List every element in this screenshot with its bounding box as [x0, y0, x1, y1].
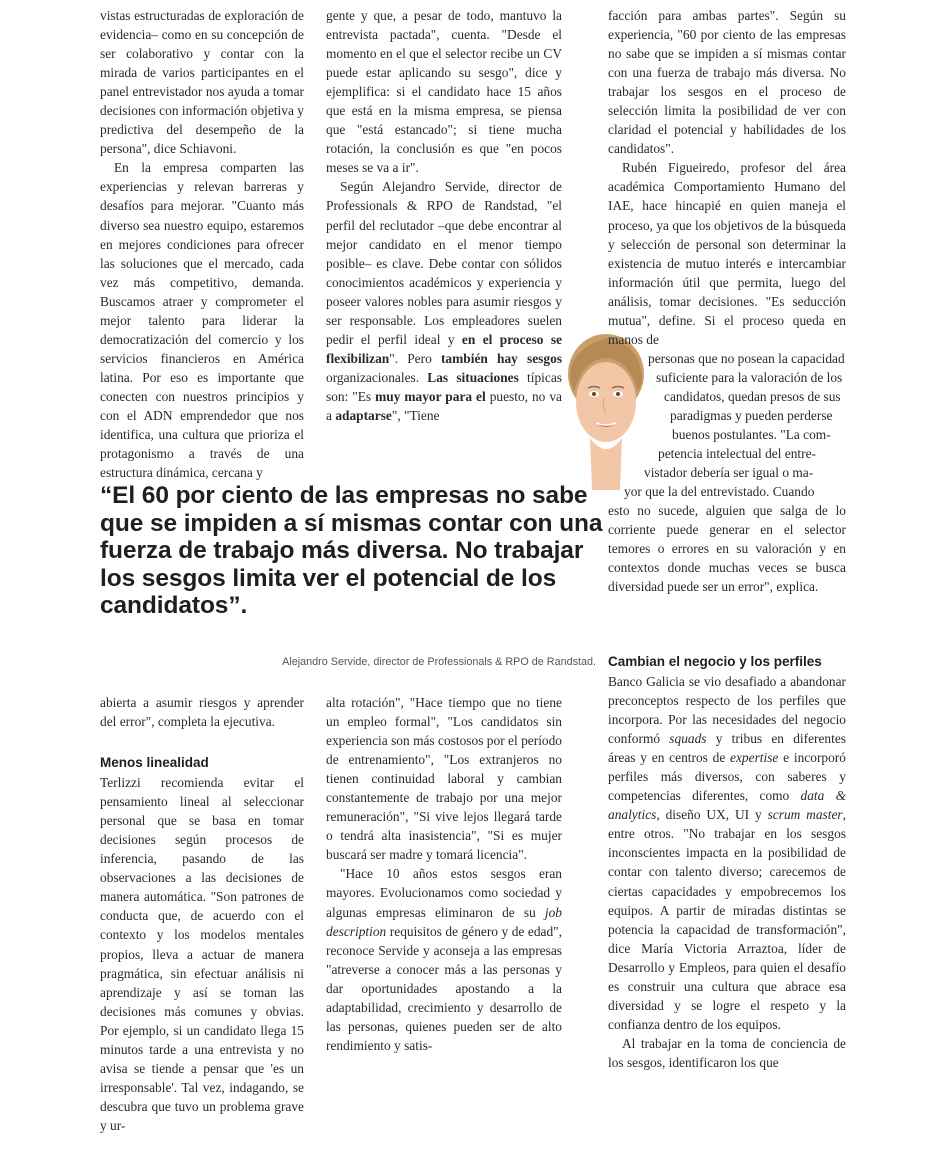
column-2-top	[326, 6, 562, 425]
text-line: personas que no posean la capacidad	[648, 350, 845, 366]
text-run: Según Alejandro Servide, director de Professionals & RPO de Randstad, "el perfil del reclutador –que debe encontrar al mejor candidato en el menor tiempo posible– es clave. Debe contar con sólidos conocimientos académicos y experiencia y poseer valores nobles para asumir riesgos y ser responsable. Los empleadores suelen pedir el perfil ideal y	[326, 179, 562, 347]
wrapped-text-around-photo	[608, 349, 846, 501]
pull-quote-attribution: Alejandro Servide, director de Professionals & RPO de Randstad.	[282, 656, 596, 668]
text-line: petencia intelectual del entre-	[658, 446, 816, 462]
paragraph: facción para ambas partes". Según su experiencia, "60 por ciento de las empresas no sabe que se impiden a sí mismas contar con una fuerza de trabajo más diversa. No trabajar los sesgos en el proceso de selección limita la posibilidad de ver con claridad el potencial y habilidades de los candidatos".	[608, 8, 846, 157]
text-run: e incorporó perfiles más diversos, con saberes y competencias diferentes, como	[608, 750, 846, 804]
paragraph	[326, 864, 562, 1054]
text-line: buenos postulantes. "La com-	[672, 427, 831, 443]
text-line: yor que la del entrevistado. Cuando	[624, 484, 815, 500]
column-3-top	[608, 6, 846, 596]
paragraph: abierta a asumir riesgos y aprender del error", completa la ejecutiva.	[100, 695, 304, 730]
paragraph	[326, 177, 562, 425]
text-run: requisitos de género y de edad", reconoce Servide y aconseja a las empresas "atreverse a conocer más a las personas y dar oportunidades apostando a la adaptabilidad, crecimiento y desarrollo de las personas, quienes pueden ser de alto rendimiento y satis-	[326, 923, 562, 1053]
paragraph	[608, 672, 846, 1034]
text-run: puesto, no va a	[326, 388, 562, 423]
text-run: ", "Tiene	[391, 407, 440, 423]
text-line: candidatos, quedan presos de sus	[664, 388, 841, 404]
text-run: organizacionales.	[326, 369, 420, 385]
paragraph: Terlizzi recomienda evitar el pensamiento lineal al seleccionar personal que se basa en tomar decisiones según procesos de inferencia, pasando de las observaciones a las decisiones de manera automática. "Son patrones de conducta que, de acuerdo con el contexto y los modelos mentales propios, lleva a actuar de manera pragmática, sin efectuar análisis ni aprendizaje y así se toman las decisiones más comunes y obvias. Por ejemplo, si un candidato llega 15 minutos tarde a una entrevista y no avisa se tiende a pensar que 'es un irresponsable'. Tal vez, indagando, se descubra que tuvo un problema grave y ur-	[100, 775, 304, 1133]
bold-text: en el proceso se flexibilizan	[326, 331, 562, 366]
paragraph: vistas estructuradas de exploración de evidencia– como en su concepción de ser colaborativo y contar con la mirada de varios participantes en el panel entrevistador nos ayuda a tomar decisiones con información objetiva y predictiva del desempeño de la persona", dice Schiavoni.	[100, 8, 304, 157]
pull-quote: “El 60 por ciento de las empresas no sabe que se impiden a sí mismas contar con una fuerza de trabajo más diversa. No trabajar los sesgos limita ver el potencial de los candidatos”.	[100, 482, 603, 619]
paragraph: Rubén Figueiredo, profesor del área académica Comportamiento Humano del IAE, hace hincapié en quien maneja el proceso, ya que los objetivos de la búsqueda y selección de personal son determinar la existencia de mutuo interés e intercambiar información útil que permita, luego del análisis, tomar decisiones. "Es seducción mutua", define. Si el proceso queda en manos de	[608, 160, 846, 347]
paragraph: En la empresa comparten las experiencias y relevan barreras y desafíos para mejorar. "Cuanto más diverso sea nuestro equipo, estaremos en mejores condiciones para ofrecer las soluciones que el mercado, cada vez más competitivo, demanda. Buscamos atraer y comprometer el mejor talento para liderar la democratización del comercio y los servicios financieros en América latina. Por eso es importante que conecten con nuestros principios y con el ADN emprendedor que nos identifica, una cultura que prioriza el protagonismo a través de una estructura dinámica, cercana y	[100, 160, 304, 481]
column-1-bottom	[100, 693, 304, 1135]
text-run: , entre otros. "No trabajar en los sesgos inconscientes impacta en la posibilidad de contar con talento diverso; carecemos de ciertas capacidades y empobrecemos los equipos. A partir de miradas distintas se potencia la capacidad de transformación", dice María Victoria Arraztoa, líder de Desarrollo y Empleos, para quien el desafío es construir una cultura que abrace esa diversidad y se logre el respeto y la confianza dentro de los equipos.	[608, 807, 846, 1032]
section-heading: Cambian el negocio y los perfiles	[608, 654, 822, 669]
text-run: "Hace 10 años estos sesgos eran mayores. Evolucionamos como sociedad y algunas empresas eliminaron de su	[326, 866, 562, 920]
text-run: , diseño UX, UI y	[656, 807, 762, 823]
text-line: paradigmas y pueden perderse	[670, 407, 833, 423]
text-run: Banco Galicia se vio desafiado a abandonar preconceptos respecto de los perfiles que incorpora. Por las necesidades del negocio conformó	[608, 674, 846, 747]
italic-text: scrum master	[767, 807, 843, 823]
italic-text: data & analytics	[608, 788, 846, 823]
column-2-bottom	[326, 693, 562, 1055]
column-1-top	[100, 6, 304, 482]
paragraph: Al trabajar en la toma de conciencia de los sesgos, identificaron los que	[608, 1035, 846, 1070]
text-run: típicas son: "Es	[326, 369, 562, 404]
text-run: ". Pero	[389, 350, 432, 366]
column-3-bottom	[608, 652, 846, 1072]
text-line: suficiente para la valoración de los	[656, 369, 843, 385]
text-run: y tribus en diferentes áreas y en centros de	[608, 731, 846, 766]
paragraph: esto no sucede, alguien que salga de lo corriente puede generar en el selector temores o errores en su valoración y en contextos donde muchas veces se busca diversidad puede ser un error", explica.	[608, 503, 846, 595]
section-heading: Menos linealidad	[100, 755, 209, 771]
bold-text: también hay sesgos	[440, 350, 562, 366]
bold-text: adaptarse	[335, 407, 392, 423]
italic-text: job description	[326, 904, 562, 939]
bold-text: Las situaciones	[427, 369, 519, 385]
italic-text: squads	[669, 731, 707, 747]
italic-text: expertise	[730, 750, 779, 766]
text-line: vistador debería ser igual o ma-	[644, 465, 814, 481]
bold-text: muy mayor para el	[375, 388, 486, 404]
paragraph: gente y que, a pesar de todo, mantuvo la entrevista pactada", cuenta. "Desde el momento en el que el selector recibe un CV puede estar aplicando su sesgo", dice y ejemplifica: si el candidato hace 15 años que está en la misma empresa, se piensa que "está estancado"; si tiene mucha rotación, la conclusión es que "en pocos meses se va a ir".	[326, 8, 562, 176]
paragraph: alta rotación", "Hace tiempo que no tiene un empleo formal", "Los candidatos sin experiencia son más costosos por el período de entrenamiento", "Los extranjeros no tienen continuidad laboral y cambian constantemente de trabajo por una mejor remuneración", "Si vive lejos llegará tarde o tendrá alta inasistencia", "Si es mujer buscará ser madre y tomará licencia".	[326, 695, 562, 863]
